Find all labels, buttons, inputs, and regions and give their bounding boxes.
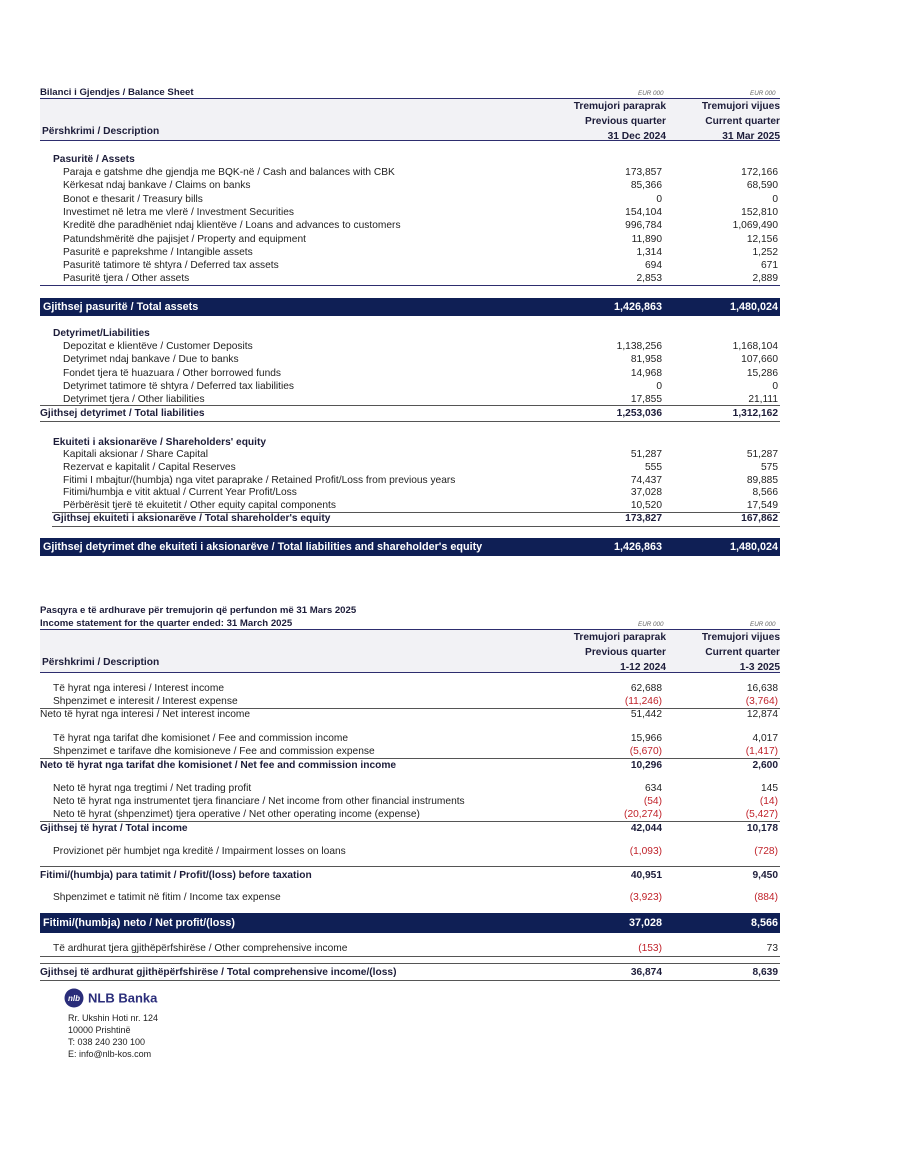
liability-row [40, 380, 780, 393]
row-prev-value: 996,784 [625, 220, 662, 232]
pbt-rule [40, 866, 780, 867]
total-ci-top-rule [40, 963, 780, 964]
row-label: Detyrimet ndaj bankave / Due to banks [63, 354, 239, 366]
col-prev-header: Tremujori paraprak Previous quarter 31 Dec 2024 [573, 101, 666, 142]
interest-expense-row: Shpenzimet e interesit / Interest expense (11,246) (3,764) [53, 696, 778, 707]
net-interest-row: Neto të hyrat nga interesi / Net interest income 51,442 12,874 [40, 709, 778, 720]
row-label: Detyrimet tatimore të shtyra / Deferred tax liabilities [63, 380, 294, 392]
row-label: Pasuritë tjera / Other assets [63, 273, 190, 285]
address-line-2: 10000 Prishtinë [68, 1025, 131, 1035]
tax-row: Shpenzimet e tatimit në fitim / Income tax expense (3,923) (884) [53, 892, 778, 903]
row-label: Pasuritë tatimore të shtyra / Deferred tax assets [63, 260, 279, 272]
row-prev-value: 0 [656, 380, 662, 392]
oci-row: Të ardhurat tjera gjithëpërfshirëse / Other comprehensive income (153) 73 [53, 943, 778, 954]
row-curr-value: 17,549 [746, 500, 778, 512]
asset-row [40, 272, 780, 285]
equity-total-rule [52, 526, 780, 527]
row-curr-value: 89,885 [746, 474, 778, 486]
liability-row [40, 367, 780, 380]
oci-rule [40, 956, 780, 957]
liabilities-header: Detyrimet/Liabilities [53, 328, 150, 339]
total-income-row: Gjithsej të hyrat / Total income 42,044 10,178 [40, 823, 778, 834]
liabilities-total-rule [40, 421, 780, 422]
fee-expense-row: Shpenzimet e tarifave dhe komisioneve / Fee and commission expense (5,670) (1,417) [53, 746, 778, 757]
liability-row [40, 353, 780, 366]
total-assets-row: Gjithsej pasuritë / Total assets 1,426,863 1,480,024 [40, 298, 780, 316]
row-curr-value: 0 [772, 380, 778, 392]
fee-income-row: Të hyrat nga tarifat dhe komisionet / Fee and commission income 15,966 4,017 [53, 733, 778, 744]
asset-row [40, 246, 780, 259]
total-ci-row: Gjithsej të ardhurat gjithëpërfshirëse / Total comprehensive income/(loss) 36,874 8,639 [40, 967, 778, 978]
liabilities-rule [40, 405, 780, 406]
asset-row [40, 259, 780, 272]
row-prev-value: 2,853 [636, 273, 662, 285]
equity-row [40, 499, 780, 512]
row-label: Fitimi I mbajtur/(humbja) nga vitet paraprake / Retained Profit/Loss from previous years [63, 474, 456, 486]
row-label: Kreditë dhe paradhëniet ndaj klientëve / Loans and advances to customers [63, 220, 401, 232]
row-label: Detyrimet tjera / Other liabilities [63, 394, 205, 406]
row-curr-value: 1,168,104 [732, 341, 778, 352]
column-header [40, 630, 780, 672]
row-label: Fitimi/humbja e vitit aktual / Current Year Profit/Loss [63, 487, 297, 499]
row-curr-value: 8,566 [752, 487, 778, 499]
row-label: Investimet në letra me vlerë / Investment Securities [63, 206, 295, 218]
row-prev-value: 17,855 [630, 394, 662, 406]
row-curr-value: 152,810 [741, 206, 778, 218]
liability-row [40, 340, 780, 353]
equity-row [40, 486, 780, 499]
row-prev-value: 0 [656, 193, 662, 205]
row-label: Patundshmëritë dhe pajisjet / Property and equipment [63, 233, 306, 245]
assets-rule [40, 285, 780, 286]
row-prev-value: 154,104 [625, 206, 662, 218]
row-prev-value: 694 [645, 260, 662, 272]
currency-note-curr: EUR 000 [750, 90, 776, 97]
row-curr-value: 671 [761, 260, 778, 272]
currency-note-curr: EUR 000 [750, 621, 776, 628]
pbt-row: Fitimi/(humbja) para tatimit / Profit/(loss) before taxation 40,951 9,450 [40, 870, 778, 881]
row-curr-value: 51,287 [746, 449, 778, 460]
net-profit-row: Fitimi/(humbja) neto / Net profit/(loss) 37,028 8,566 [40, 913, 780, 933]
col-curr-header: Tremujori vijues Current quarter 1-3 2025 [701, 632, 780, 673]
assets-header: Pasuritë / Assets [53, 154, 135, 165]
row-curr-value: 0 [772, 193, 778, 205]
description-header: Përshkrimi / Description [42, 657, 160, 668]
row-prev-value: 74,437 [630, 474, 662, 486]
row-curr-value: 68,590 [746, 180, 778, 192]
column-header [40, 99, 780, 141]
row-prev-value: 1,314 [636, 246, 662, 258]
email: E: info@nlb-kos.com [68, 1049, 152, 1059]
row-label: Përbërësit tjerë të ekuitetit / Other equity capital components [63, 500, 336, 512]
row-label: Kërkesat ndaj bankave / Claims on banks [63, 180, 251, 192]
row-label: Pasuritë e paprekshme / Intangible assets [63, 246, 253, 258]
row-label: Fondet tjera të huazuara / Other borrowed funds [63, 367, 282, 379]
row-prev-value: 81,958 [630, 354, 662, 366]
row-prev-value: 14,968 [630, 367, 662, 379]
row-curr-value: 107,660 [741, 354, 778, 366]
equity-row [40, 461, 780, 474]
row-label: Paraja e gatshme dhe gjendja me BQK-në / Cash and balances with CBK [63, 167, 395, 178]
total-liab-equity-row: Gjithsej detyrimet dhe ekuiteti i aksionarëve / Total liabilities and shareholder's equity 1,426,863 1,480,024 [40, 538, 780, 556]
row-prev-value: 10,520 [630, 500, 662, 512]
other-fin-row: Neto të hyrat nga instrumentet tjera financiare / Net income from other financial instruments (54) (14) [53, 796, 778, 807]
total-ci-rule [40, 980, 780, 981]
description-header: Përshkrimi / Description [42, 126, 160, 137]
address-line-1: Rr. Ukshin Hoti nr. 124 [68, 1013, 159, 1023]
income-title-1: Pasqyra e të ardhurave për tremujorin që perfundon më 31 Mars 2025 [40, 605, 357, 616]
row-prev-value: 85,366 [630, 180, 662, 192]
row-curr-value: 12,156 [746, 233, 778, 245]
row-curr-value: 172,166 [741, 167, 778, 178]
balance-sheet-title: Bilanci i Gjendjes / Balance Sheet [40, 87, 194, 98]
phone: T: 038 240 230 100 [68, 1037, 146, 1047]
footer-address [68, 1012, 158, 1060]
row-prev-value: 1,138,256 [616, 341, 662, 352]
net-fee-row: Neto të hyrat nga tarifat dhe komisionet / Net fee and commission income 10,296 2,600 [40, 760, 778, 771]
total-equity-row: Gjithsej ekuiteti i aksionarëve / Total shareholder's equity 173,827 167,862 [53, 513, 778, 524]
row-curr-value: 2,889 [752, 273, 778, 285]
total-liabilities-row: Gjithsej detyrimet / Total liabilities 1,253,036 1,312,162 [40, 408, 778, 419]
svg-text:NLB Banka: NLB Banka [88, 990, 158, 1006]
col-curr-header: Tremujori vijues Current quarter 31 Mar 2025 [701, 101, 780, 142]
row-prev-value: 555 [645, 461, 662, 473]
trading-row: Neto të hyrat nga tregtimi / Net trading profit 634 145 [53, 783, 778, 794]
currency-note-prev: EUR 000 [638, 90, 664, 97]
asset-row [40, 179, 780, 192]
row-prev-value: 37,028 [630, 487, 662, 499]
row-prev-value: 11,890 [631, 233, 662, 245]
asset-row [40, 233, 780, 246]
row-prev-value: 51,287 [630, 449, 662, 460]
row-label: Kapitali aksionar / Share Capital [63, 449, 208, 460]
row-label: Rezervat e kapitalit / Capital Reserves [63, 461, 236, 473]
asset-row [40, 219, 780, 232]
header-bottom-rule [40, 140, 780, 141]
row-label: Bonot e thesarit / Treasury bills [63, 193, 203, 205]
nlb-logo-icon [64, 988, 174, 1008]
asset-row [40, 166, 780, 179]
svg-text:nlb: nlb [68, 994, 80, 1003]
other-op-row: Neto të hyrat (shpenzimet) tjera operative / Net other operating income (expense) (20,274) (5,427) [53, 809, 778, 820]
row-label: Depozitat e klientëve / Customer Deposits [63, 341, 253, 352]
row-curr-value: 21,111 [748, 394, 778, 406]
currency-note-prev: EUR 000 [638, 621, 664, 628]
col-prev-header: Tremujori paraprak Previous quarter 1-12 2024 [573, 632, 666, 673]
equity-row [40, 474, 780, 487]
row-curr-value: 15,286 [746, 367, 778, 379]
row-curr-value: 1,252 [752, 246, 778, 258]
nlb-logo [64, 988, 174, 1013]
equity-header: Ekuiteti i aksionarëve / Shareholders' equity [53, 437, 267, 448]
row-curr-value: 1,069,490 [732, 220, 778, 232]
equity-row [40, 448, 780, 461]
asset-row [40, 206, 780, 219]
impairment-row: Provizionet për humbjet nga kreditë / Impairment losses on loans (1,093) (728) [53, 846, 778, 857]
asset-row [40, 193, 780, 206]
row-curr-value: 575 [761, 461, 778, 473]
row-prev-value: 173,857 [625, 167, 662, 178]
interest-income-row: Të hyrat nga interesi / Interest income 62,688 16,638 [53, 683, 778, 694]
income-title-2: Income statement for the quarter ended: 31 March 2025 [40, 618, 293, 629]
header-bottom-rule [40, 672, 780, 673]
